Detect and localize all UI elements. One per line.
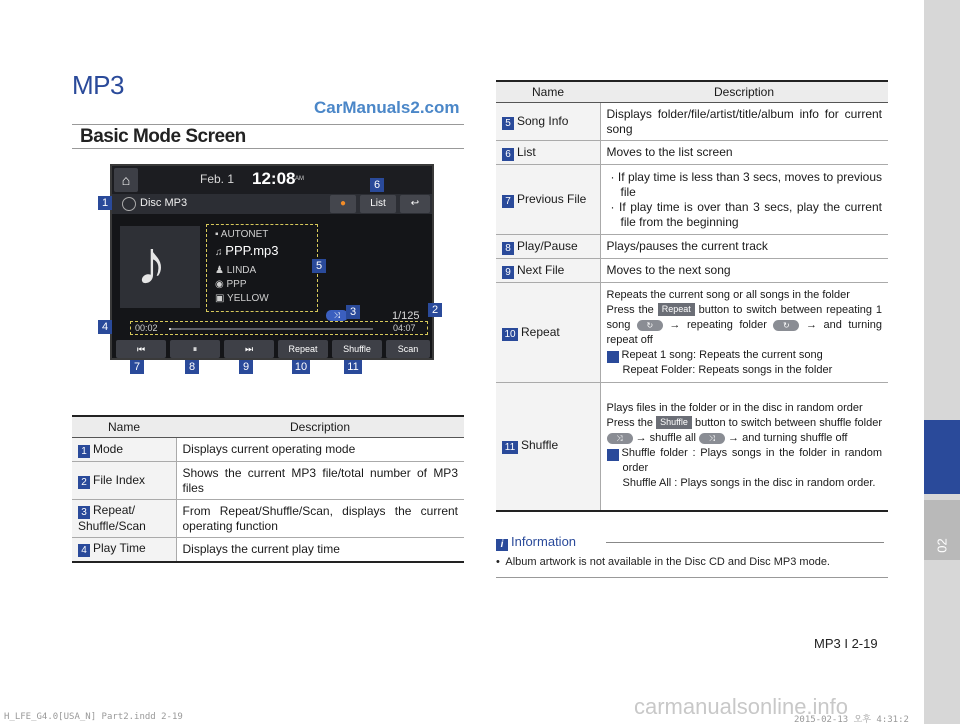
screen-ampm: AM <box>295 176 304 182</box>
album-art <box>120 226 200 308</box>
column-header: Name <box>496 81 600 103</box>
shuffle-folder-icon: ⤨ <box>607 433 633 444</box>
song-info-track-name: PPP.mp3 <box>225 243 279 258</box>
row-number-badge: 5 <box>502 117 514 130</box>
note-text: Shuffle folder : Plays songs in the folder in random order <box>621 447 882 475</box>
divider <box>72 148 464 149</box>
desc-line: Plays files in the folder or in the disc in random order <box>606 402 863 415</box>
column-header: Description <box>176 416 464 438</box>
song-info-folder-row: ▣ YELLOW <box>215 293 269 304</box>
screen-date: Feb. 1 <box>200 172 235 186</box>
next-icon: ⏭ <box>224 340 274 358</box>
section-title: Basic Mode Screen <box>80 126 246 147</box>
desc-text: shuffle all <box>649 432 696 445</box>
bullet-text: If play time is over than 3 secs, play the current file from the beginning <box>619 199 882 229</box>
callout-badge: 6 <box>370 178 384 192</box>
watermark-bottom: carmanualsonline.info <box>634 694 849 719</box>
information-text: Album artwork is not available in the Disc CD and Disc MP3 mode. <box>505 556 830 568</box>
row-number-badge: 11 <box>502 441 518 454</box>
left-description-table <box>72 415 464 563</box>
song-info-folder: AUTONET <box>220 229 269 240</box>
home-icon: ⌂ <box>114 168 138 192</box>
row-name <box>72 538 176 562</box>
progress-fill <box>169 328 171 330</box>
callout-badge: 7 <box>130 360 144 374</box>
watermark-link[interactable]: CarManuals2.com <box>314 98 460 117</box>
row-name-text: Repeat/ Shuffle/Scan <box>78 503 146 533</box>
pause-icon: ⏸ <box>170 340 220 358</box>
song-info-album-name: PPP <box>226 279 247 290</box>
row-name-text: Play/Pause <box>517 238 578 253</box>
desc-text: and turning shuffle off <box>742 432 848 445</box>
row-name <box>496 165 600 235</box>
desc-text: Press the <box>606 303 654 316</box>
table-row <box>72 438 464 462</box>
song-info-box <box>206 224 318 312</box>
row-description: Displays current operating mode <box>176 438 464 462</box>
play-time-bar <box>130 321 428 335</box>
row-number-badge: 4 <box>78 544 90 557</box>
arrow-text: → <box>805 318 817 331</box>
callout-badge: 2 <box>428 303 442 317</box>
song-info-album: ◉ PPP <box>215 279 247 290</box>
row-name-text: List <box>517 144 536 159</box>
table-row <box>496 259 888 283</box>
repeat-one-icon: ↻ <box>637 320 663 331</box>
file-index: 1/125 <box>392 310 420 322</box>
shuffle-status-icon: ⤨ <box>326 310 348 321</box>
row-name <box>496 103 600 141</box>
row-number-badge: 3 <box>78 506 90 519</box>
row-description: Moves to the next song <box>600 259 888 283</box>
page-number: MP3 I 2-19 <box>814 636 878 651</box>
note-line <box>603 446 883 476</box>
side-strip <box>924 0 960 724</box>
row-name <box>496 383 600 511</box>
info-icon: i <box>607 351 619 363</box>
table-row <box>496 283 888 383</box>
song-info-singer-name: LINDA <box>226 265 257 276</box>
column-header: Name <box>72 416 176 438</box>
song-info-artist: ▪ AUTONET <box>215 229 269 240</box>
repeat-button: Repeat <box>278 340 328 358</box>
row-number-badge: 6 <box>502 148 514 161</box>
row-name <box>72 438 176 462</box>
chapter-tab <box>924 420 960 494</box>
table-row <box>72 500 464 538</box>
row-name-text: Next File <box>517 262 565 277</box>
information-title: Information <box>511 534 577 549</box>
row-description: Moves to the list screen <box>600 141 888 165</box>
song-info-track: ♫ PPP.mp3 <box>215 243 279 258</box>
footer-timestamp: 2015-02-13 오후 4:31:2 <box>794 715 909 724</box>
list-button: List <box>360 195 396 213</box>
elapsed-time: 00:02 <box>135 323 158 333</box>
callout-badge: 5 <box>312 259 326 273</box>
table-header-row <box>496 81 888 103</box>
info-icon: i <box>496 539 508 551</box>
row-name-text: Previous File <box>517 191 587 206</box>
progress-track <box>169 328 373 330</box>
row-number-badge: 10 <box>502 328 518 341</box>
shuffle-button: Shuffle <box>332 340 382 358</box>
disc-icon <box>122 197 136 211</box>
column-header: Description <box>600 81 888 103</box>
row-description <box>600 165 888 235</box>
desc-text: button to switch between shuffle folder <box>695 417 882 430</box>
right-description-table <box>496 80 888 512</box>
information-bullet: • Album artwork is not available in the Disc CD and Disc MP3 mode. <box>496 556 830 568</box>
note-line: Shuffle All : Plays songs in the disc in random order. <box>622 477 876 490</box>
mode-label: Disc MP3 <box>140 197 188 209</box>
callout-badge: 3 <box>346 305 360 319</box>
row-description: Displays the current play time <box>176 538 464 562</box>
callout-badge: 10 <box>292 360 310 374</box>
arrow-text: → <box>728 432 740 445</box>
chapter-number-tab <box>924 500 960 560</box>
row-name-text: Shuffle <box>521 438 559 453</box>
desc-text: repeating folder <box>686 318 767 331</box>
desc-line <box>607 416 883 446</box>
desc-line: Repeats the current song or all songs in the folder <box>606 288 850 301</box>
table-row <box>72 538 464 562</box>
row-name <box>496 141 600 165</box>
table-row <box>496 235 888 259</box>
song-info-folder-name: YELLOW <box>227 293 269 304</box>
row-name <box>496 283 600 383</box>
table-row <box>496 383 888 511</box>
bullet-text: If play time is less than 3 secs, moves to previous file <box>617 169 882 199</box>
arrow-text: → <box>669 318 681 331</box>
row-description <box>600 383 888 511</box>
table-row <box>72 462 464 500</box>
screen-mode-bar <box>112 194 432 214</box>
row-number-badge: 9 <box>502 266 514 279</box>
desc-text: button to switch between repeating 1 song <box>606 303 883 331</box>
prev-icon: ⏮ <box>116 340 166 358</box>
song-info-singer: ♟ LINDA <box>215 265 257 276</box>
callout-badge: 1 <box>98 196 112 210</box>
row-number-badge: 7 <box>502 195 514 208</box>
desc-text: and turning repeat off <box>606 318 882 346</box>
row-name <box>72 500 176 538</box>
row-description: Shows the current MP3 file/total number of MP3 files <box>176 462 464 500</box>
scan-button: Scan <box>386 340 430 358</box>
table-header-row <box>72 416 464 438</box>
note-line <box>603 348 883 363</box>
music-note-icon: ♪ <box>136 229 167 298</box>
row-name-text: Song Info <box>517 113 569 128</box>
callout-badge: 4 <box>98 320 112 334</box>
arrow-text: → <box>635 432 647 445</box>
total-time: 04:07 <box>393 323 416 333</box>
screen-time: 12:08 <box>252 169 296 188</box>
row-description: Plays/pauses the current track <box>600 235 888 259</box>
row-description: From Repeat/Shuffle/Scan, displays the current operating function <box>176 500 464 538</box>
row-name <box>496 259 600 283</box>
page-title: MP3 <box>72 70 124 100</box>
media-icon: ● <box>330 195 356 213</box>
desc-line <box>607 303 883 348</box>
row-number-badge: 8 <box>502 242 514 255</box>
chapter-number: 02 <box>934 538 950 553</box>
table-row <box>496 141 888 165</box>
callout-badge: 9 <box>239 360 253 374</box>
divider <box>496 577 888 578</box>
row-description <box>600 283 888 383</box>
row-number-badge: 2 <box>78 476 90 489</box>
note-line: Repeat Folder: Repeats songs in the folder <box>622 363 833 376</box>
information-heading <box>496 534 576 551</box>
row-name <box>72 462 176 500</box>
shuffle-button-label: Shuffle <box>656 416 692 429</box>
callout-badge: 11 <box>344 360 362 374</box>
repeat-folder-icon: ↻ <box>773 320 799 331</box>
row-name-text: Play Time <box>93 541 146 556</box>
divider <box>72 124 464 125</box>
divider <box>606 542 884 543</box>
footer-file-info: H_LFE_G4.0[USA_N] Part2.indd 2-19 <box>4 712 183 722</box>
table-row <box>496 103 888 141</box>
row-name-text: Repeat <box>521 324 560 339</box>
bullet-item: · If play time is over than 3 secs, play the current file from the beginning <box>610 199 882 229</box>
callout-badge: 8 <box>185 360 199 374</box>
note-text: Repeat 1 song: Repeats the current song <box>621 348 823 361</box>
shuffle-all-icon: ⤨ <box>699 433 725 444</box>
row-description: Displays folder/file/artist/title/album info for current song <box>600 103 888 141</box>
desc-text: Press the <box>606 417 653 430</box>
row-number-badge: 1 <box>78 445 90 458</box>
row-name-text: Mode <box>93 441 124 456</box>
repeat-button-label: Repeat <box>658 303 695 316</box>
back-arrow-icon: ↩ <box>400 195 430 213</box>
bullet-item: · If play time is less than 3 secs, moves to previous file <box>610 169 882 199</box>
row-name-text: File Index <box>93 472 146 487</box>
info-icon: i <box>607 449 619 461</box>
basic-mode-screen-illustration <box>110 164 434 360</box>
row-name <box>496 235 600 259</box>
table-row <box>496 165 888 235</box>
screen-status-bar <box>112 166 432 194</box>
